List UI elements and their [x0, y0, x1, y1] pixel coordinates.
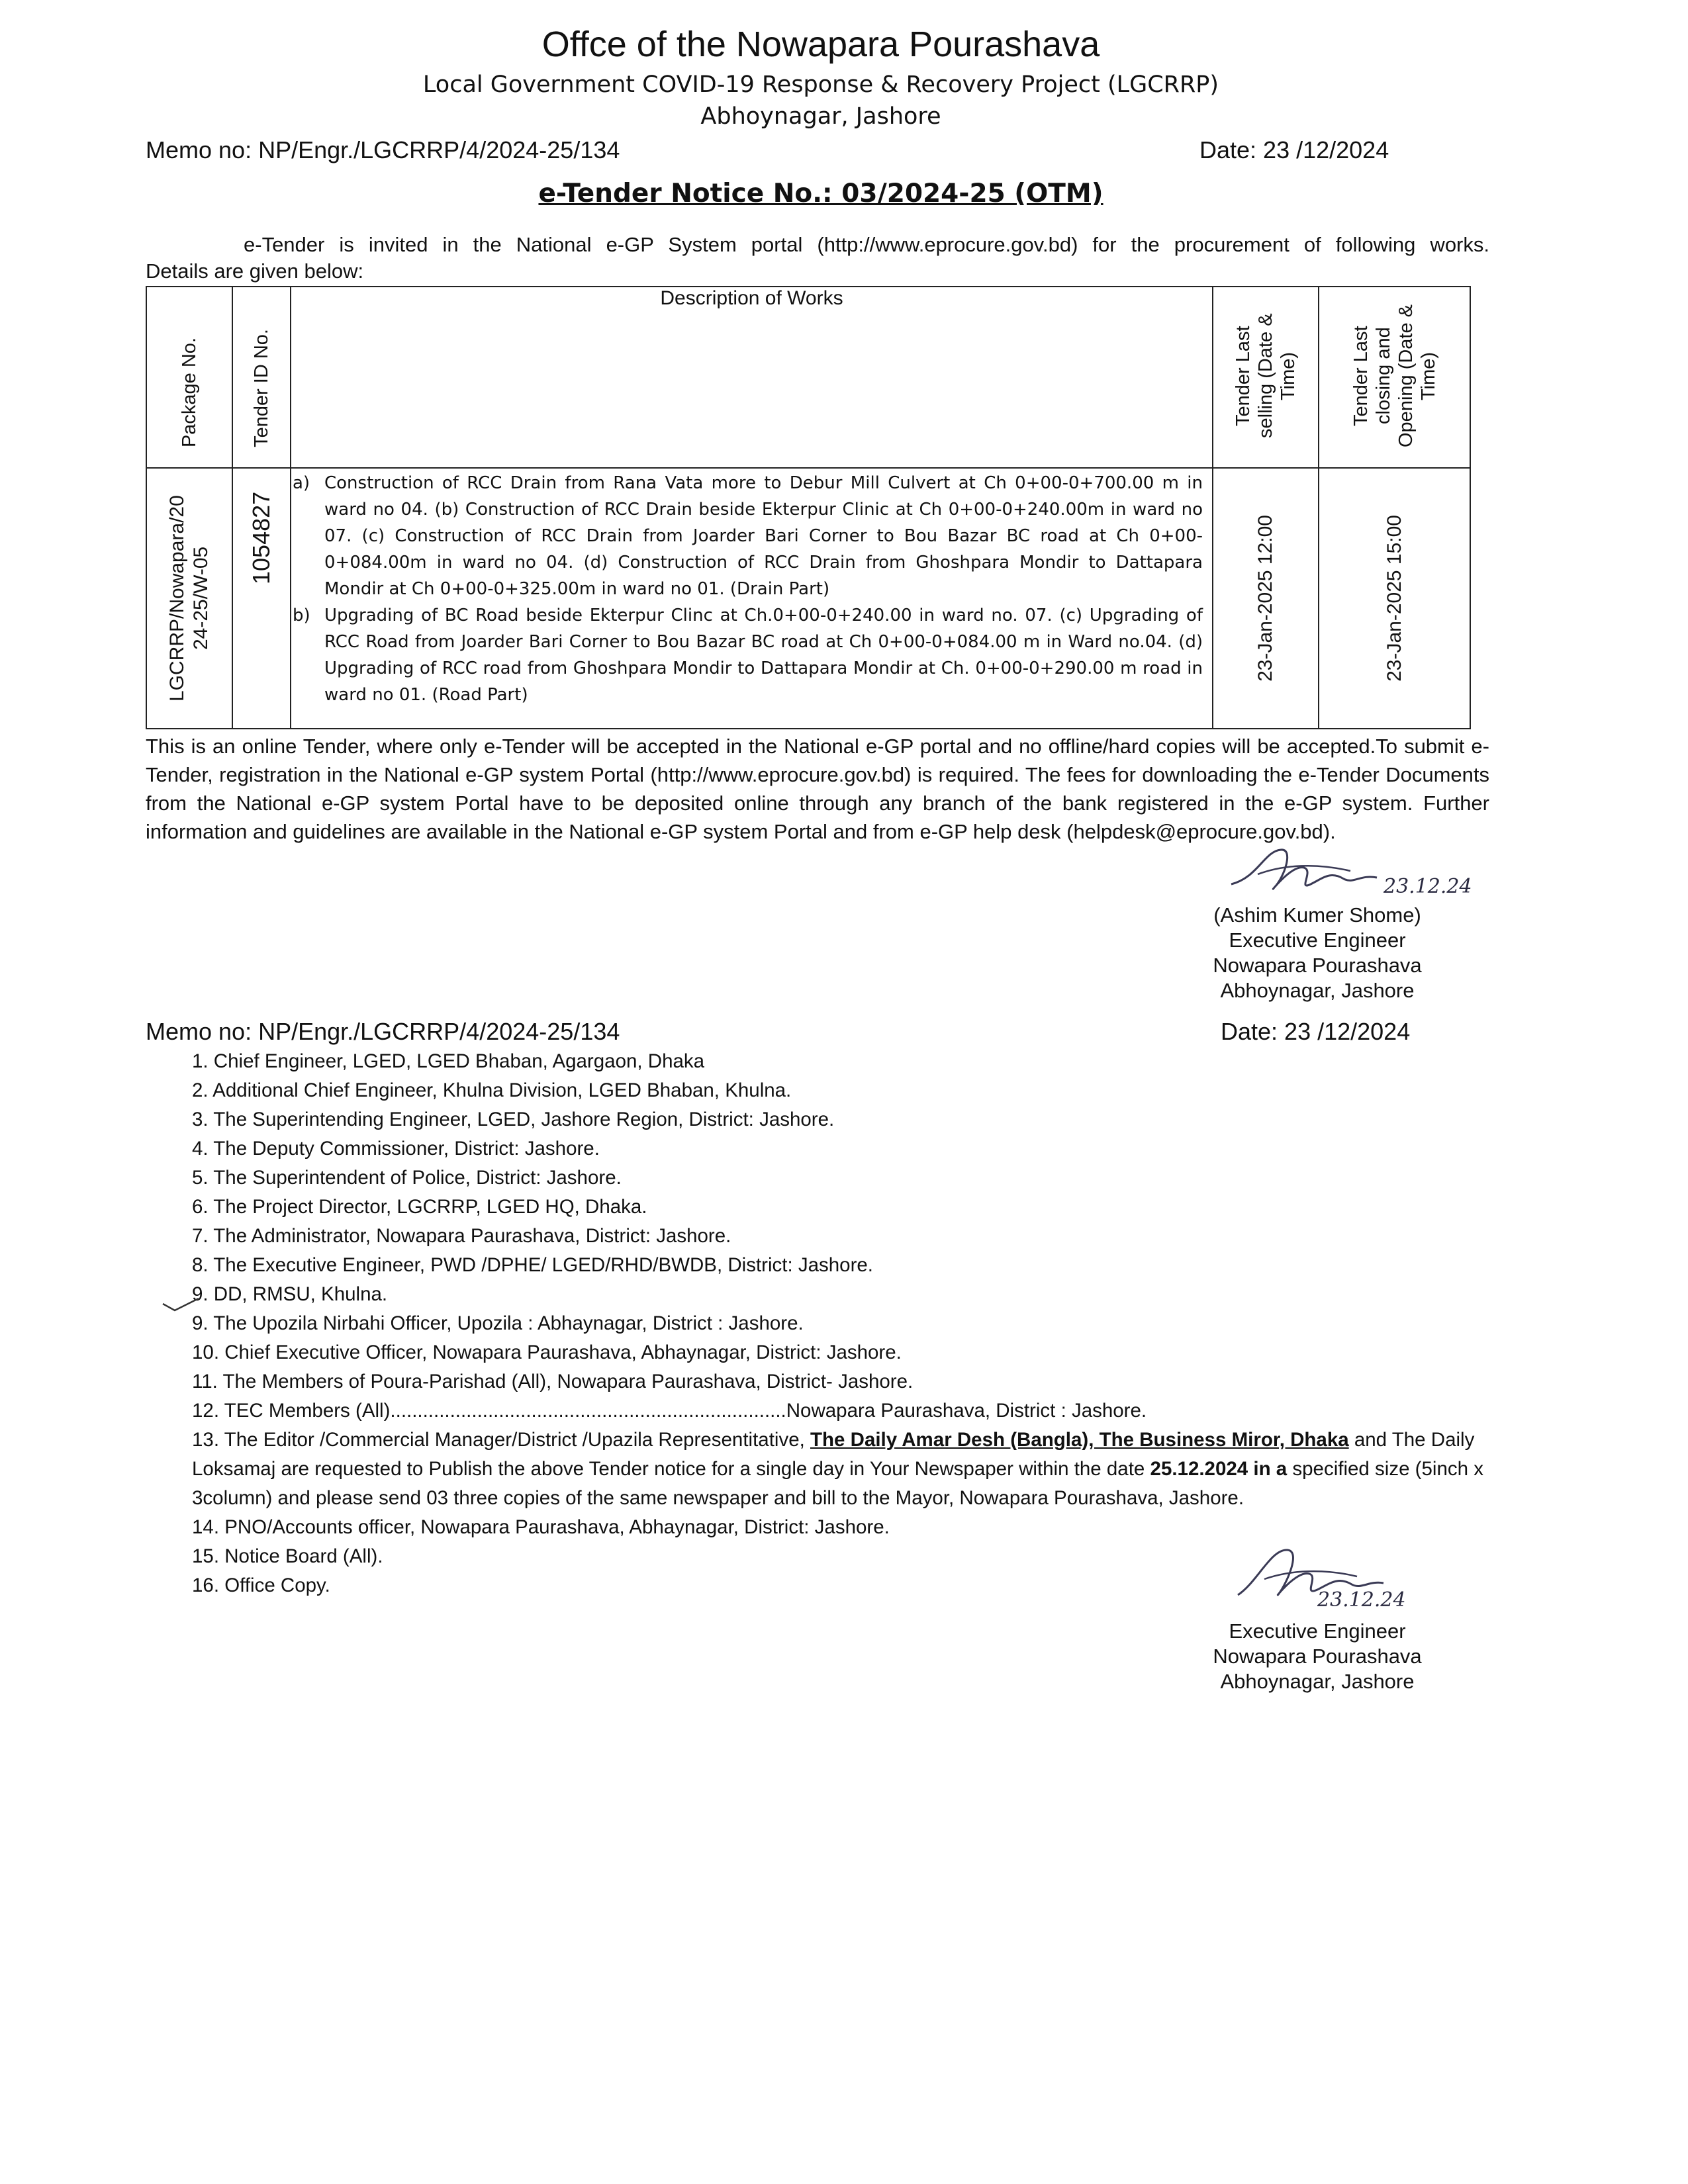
- online-tender-notice: This is an online Tender, where only e-Tender will be accepted in the National e-GP portal and no offline/hard copies will be accepted.To submit e-Tender, registration in the National e-GP system Portal (http://www.eprocure.gov.bd) is required. The fees for downloading the e-Tender Documents from the National e-GP system Portal have to be deposited online through any branch of the bank registered in the e-GP system. Further information and guidelines are available in the National e-GP system Portal and from e-GP help desk (helpdesk@eprocure.gov.bd).: [146, 735, 1489, 843]
- list-item: 11. The Members of Poura-Parishad (All), Nowapara Paurashava, District- Jashore.: [192, 1371, 914, 1392]
- list-item: 6. The Project Director, LGCRRP, LGED HQ, Dhaka.: [192, 1196, 647, 1218]
- last-selling-date: 23-Jan-2025 12:00: [1254, 515, 1276, 682]
- intro-details: Details are given below:: [146, 259, 364, 283]
- handwritten-date: 23.12.24: [1317, 1588, 1406, 1612]
- signature-block-2: [1185, 1619, 1450, 1694]
- header-last-selling-label: Tender Last selling (Date & Time): [1233, 313, 1299, 439]
- item13-post: specified size (5inch x 3column) and please send 03 three copies of the same newspaper and bill to the Mayor, Nowapara Pourashava, Jashore.: [192, 1458, 1483, 1509]
- cell-tender-id: [232, 468, 291, 729]
- item13-date: 25.12.2024 in a: [1150, 1458, 1288, 1480]
- signatory-name: (Ashim Kumer Shome): [1213, 903, 1421, 927]
- office-title: Offce of the Nowapara Pourashava: [541, 24, 1100, 64]
- memo-number-bottom: Memo no: NP/Engr./LGCRRP/4/2024-25/134: [146, 1018, 620, 1045]
- intro-line: e-Tender is invited in the National e-GP System portal (http://www.eprocure.gov.bd) for the procurement of following works.: [244, 233, 1489, 256]
- signatory-org: Nowapara Pourashava: [1213, 1645, 1422, 1668]
- header-tender-id-label: Tender ID No.: [251, 329, 272, 447]
- tick-mark-icon: [162, 1296, 201, 1316]
- header-package: [146, 287, 232, 468]
- intro-text: [146, 233, 1489, 257]
- list-item: 4. The Deputy Commissioner, District: Jashore.: [192, 1138, 600, 1160]
- header-last-selling: [1213, 287, 1319, 468]
- header-tender-id: [232, 287, 291, 468]
- header-last-closing-label: Tender Last closing and Opening (Date & Time): [1350, 304, 1439, 448]
- distribution-list: [192, 1047, 1489, 1600]
- signatory-title: Executive Engineer: [1229, 1619, 1406, 1643]
- signatory-title: Executive Engineer: [1229, 929, 1406, 952]
- notice-title: e-Tender Notice No.: 03/2024-25 (OTM): [538, 179, 1103, 208]
- cell-works: [291, 468, 1213, 729]
- list-item: 9. DD, RMSU, Khulna.: [192, 1283, 388, 1305]
- memo-number: Memo no: NP/Engr./LGCRRP/4/2024-25/134: [146, 136, 620, 163]
- cell-package: [146, 468, 232, 729]
- signatory-place: Abhoynagar, Jashore: [1220, 1670, 1415, 1693]
- signatory-place: Abhoynagar, Jashore: [1220, 979, 1415, 1002]
- item13-mid: and The Daily Loksamaj are requested to Publish the above Tender notice for a single day in Your Newspaper within the date: [192, 1429, 1475, 1480]
- list-item: 5. The Superintendent of Police, District: Jashore.: [192, 1167, 622, 1189]
- signature-mark: [1218, 838, 1456, 911]
- memo-date: Date: 23 /12/2024: [1199, 136, 1389, 163]
- signature-block: [1185, 903, 1450, 1003]
- list-item: 14. PNO/Accounts officer, Nowapara Paurashava, Abhaynagar, District: Jashore.: [192, 1516, 890, 1538]
- project-name: Local Government COVID-19 Response & Recovery Project (LGCRRP): [422, 71, 1219, 98]
- signatory-org: Nowapara Pourashava: [1213, 954, 1422, 977]
- handwritten-date: 23.12.24: [1383, 875, 1472, 898]
- list-item: 7. The Administrator, Nowapara Paurashava, District: Jashore.: [192, 1225, 731, 1247]
- work-item-a: [291, 470, 1212, 602]
- cell-last-closing: [1319, 468, 1470, 729]
- list-item: 9. The Upozila Nirbahi Officer, Upozila : Abhaynagar, District : Jashore.: [192, 1312, 804, 1334]
- list-item: 10. Chief Executive Officer, Nowapara Paurashava, Abhaynagar, District: Jashore.: [192, 1342, 902, 1363]
- list-item: 8. The Executive Engineer, PWD /DPHE/ LGED/RHD/BWDB, District: Jashore.: [192, 1254, 873, 1276]
- tender-id: 1054827: [248, 491, 275, 585]
- list-item: 12. TEC Members (All).........................................................................Nowapara Paurashava, District : Jashore.: [192, 1400, 1147, 1422]
- memo-date-bottom: Date: 23 /12/2024: [1221, 1018, 1411, 1045]
- list-item: 2. Additional Chief Engineer, Khulna Division, LGED Bhaban, Khulna.: [192, 1079, 792, 1101]
- cell-last-selling: [1213, 468, 1319, 729]
- item13-papers: The Daily Amar Desh (Bangla), The Business Miror, Dhaka: [810, 1429, 1349, 1451]
- work-item-b: [291, 602, 1212, 708]
- list-item: 15. Notice Board (All).: [192, 1545, 383, 1567]
- work-item-text: Upgrading of BC Road beside Ekterpur Clinc at Ch.0+00-0+240.00 in ward no. 07. (c) Upgrading of RCC Road from Joarder Bari Corner to Bou Bazar BC road at Ch 0+00-0+084.00 m in Ward no.04. (d) Upgrading of RCC road from Ghoshpara Mondir to Dattapara Mondir at Ch. 0+00-0+290.00 m road in ward no 01. (Road Part): [324, 606, 1203, 705]
- office-place: Abhoynagar, Jashore: [700, 103, 941, 130]
- header-description: Description of Works: [291, 287, 1213, 468]
- table-row: [146, 468, 1470, 729]
- last-closing-date: 23-Jan-2025 15:00: [1383, 515, 1405, 682]
- list-item: 1. Chief Engineer, LGED, LGED Bhaban, Agargaon, Dhaka: [192, 1050, 705, 1072]
- work-item-label: a): [293, 473, 310, 493]
- work-item-label: b): [293, 606, 310, 625]
- work-item-text: Construction of RCC Drain from Rana Vata more to Debur Mill Culvert at Ch 0+00-0+700.00 m in ward no 04. (b) Construction of RCC Drain beside Ekterpur Clinic at Ch 0+00-0+240.00m in ward no 07. (c) Construction of RCC Drain from Joarder Bari Corner to Bou Bazar BC road at Ch 0+00-0+084.00m in ward no 04. (d) Construction of RCC Drain from Ghoshpara Mondir to Dattapara Mondir at Ch 0+00-0+325.00m in ward no 01. (Drain Part): [324, 473, 1203, 599]
- list-item: 16. Office Copy.: [192, 1574, 330, 1596]
- list-item: 3. The Superintending Engineer, LGED, Jashore Region, District: Jashore.: [192, 1109, 835, 1130]
- list-item-13: [192, 1426, 1489, 1513]
- table-header-row: [146, 287, 1470, 468]
- header-package-label: Package No.: [179, 337, 200, 447]
- tender-table: [146, 286, 1471, 729]
- header-last-closing: [1319, 287, 1470, 468]
- package-number: LGCRRP/Nowapara/20 24-25/W-05: [166, 495, 212, 702]
- item13-pre: 13. The Editor /Commercial Manager/District /Upazila Representitative,: [192, 1429, 810, 1451]
